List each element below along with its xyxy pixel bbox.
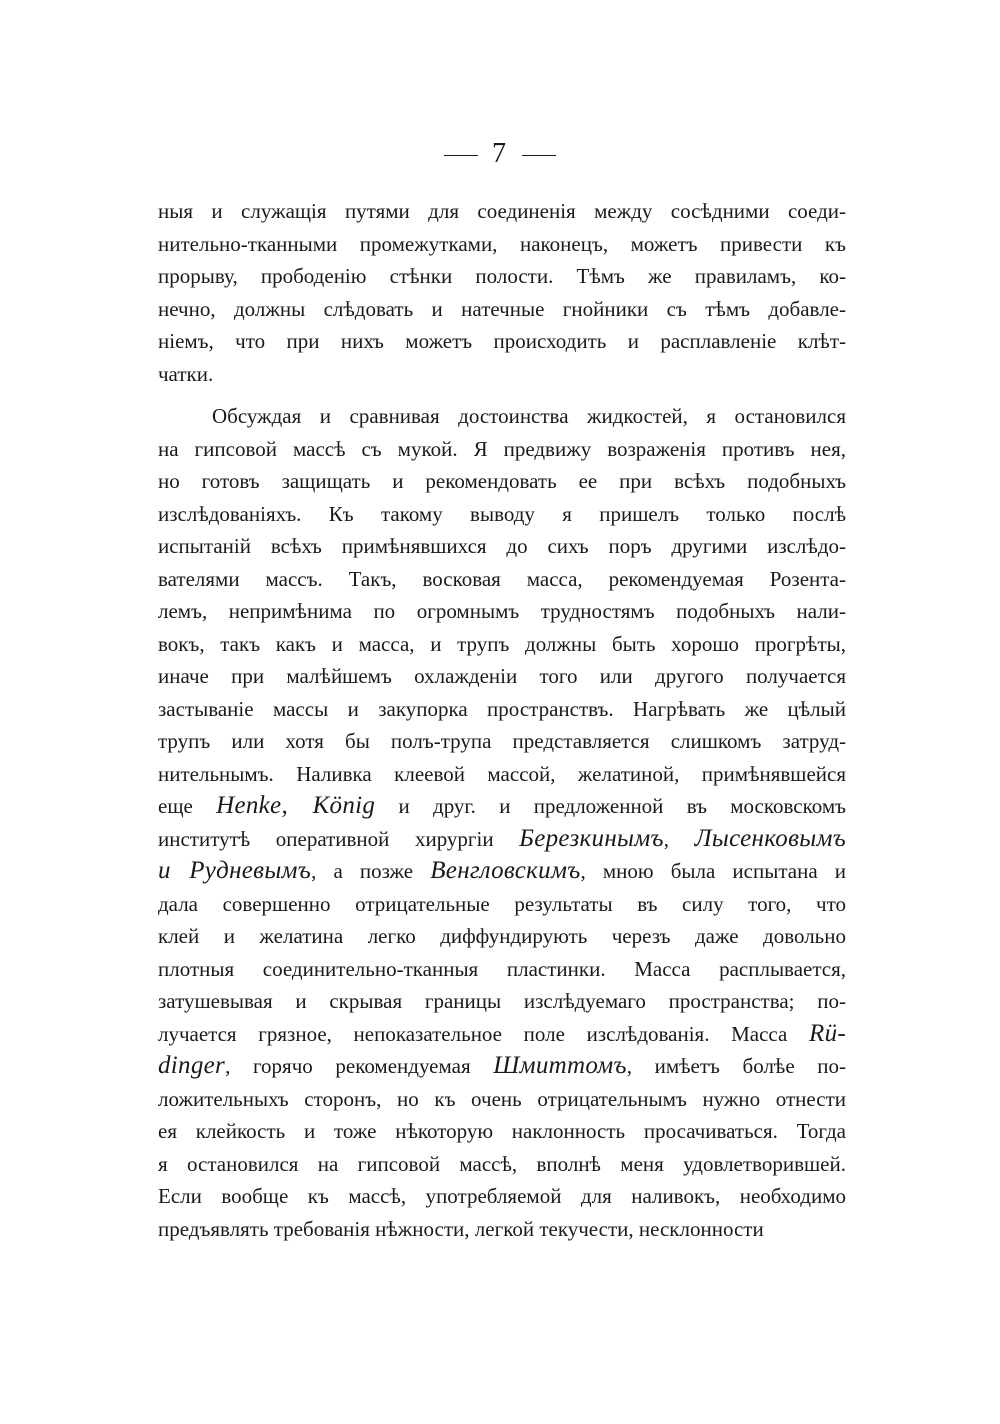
text-line — [158, 260, 846, 293]
text-run: , горячо рекомендуемая — [225, 1054, 494, 1078]
text-line — [158, 358, 846, 391]
italic-name: и Рудневымъ — [158, 857, 312, 884]
text-run: испытаній всѣхъ примѣнявшихся до сихъ поръ другими изслѣдо- — [158, 534, 846, 558]
text-line — [158, 433, 846, 466]
text-run: Если вообще къ массѣ, употребляемой для наливокъ, необходимо — [158, 1184, 846, 1208]
text-run: трупъ или хотя бы полъ-трупа представляется слишкомъ затруд- — [158, 729, 846, 753]
italic-name: Henke, König — [216, 792, 376, 819]
text-run: предъявлять требованія нѣжности, легкой текучести, несклонности — [158, 1216, 764, 1241]
text-line — [158, 595, 846, 628]
text-run: ніемъ, что при нихъ можетъ происходить и расплавленіе клѣт- — [158, 329, 846, 353]
text-line — [158, 325, 846, 358]
text-run: затушевывая и скрывая границы изслѣдуемаго пространства; по- — [158, 989, 846, 1013]
text-line — [158, 855, 846, 888]
text-line — [158, 1115, 846, 1148]
text-run: плотныя соединительно-тканныя пластинки. Масса расплывается, — [158, 956, 846, 981]
italic-name: Лысенковымъ — [694, 824, 846, 852]
text-run: дала совершенно отрицательные результаты въ силу того, что — [158, 891, 846, 916]
text-run: и друг. и предложенной въ московскомъ — [375, 794, 847, 818]
text-line — [158, 293, 846, 326]
text-run: прорыву, прободенію стѣнки полости. Тѣмъ же правиламъ, ко- — [158, 264, 846, 288]
text-line — [158, 628, 846, 661]
text-line — [158, 790, 846, 823]
text-run: еще — [158, 794, 217, 818]
text-run: лучается грязное, непоказательное поле изслѣдованія. Масса — [158, 1021, 809, 1046]
text-line — [158, 920, 846, 953]
text-run: клей и желатина легко диффундирують черезъ даже довольно — [158, 924, 846, 948]
text-line — [158, 1180, 846, 1213]
text-line — [158, 953, 846, 986]
text-run: , мною была испытана и — [580, 859, 846, 883]
text-run: нечно, должны слѣдовать и натечные гнойники съ тѣмъ добавле- — [158, 296, 846, 321]
page-number-value: 7 — [492, 138, 508, 169]
text-line — [158, 195, 846, 228]
text-run: на гипсовой массѣ съ мукой. Я предвижу возраженія противъ нея, — [158, 436, 846, 461]
italic-name: Шмиттомъ — [493, 1052, 627, 1079]
text-line — [158, 498, 846, 531]
text-line — [158, 693, 846, 726]
paragraph-2 — [158, 400, 846, 1245]
text-line — [158, 1018, 846, 1051]
page-number — [0, 138, 1000, 170]
text-run: , имѣетъ болѣе по- — [626, 1054, 846, 1078]
text-line — [158, 1213, 846, 1246]
text-line — [158, 530, 846, 563]
text-line — [158, 400, 846, 433]
text-line — [158, 985, 846, 1018]
text-line — [158, 228, 846, 261]
page-number-dash-right — [522, 155, 556, 156]
text-run: застываніе массы и закупорка пространствъ. Нагрѣвать же цѣлый — [158, 696, 846, 721]
italic-name: dinger — [158, 1052, 226, 1079]
text-line — [158, 888, 846, 921]
text-line — [158, 563, 846, 596]
text-run: Обсуждая и сравнивая достоинства жидкостей, я остановился — [212, 404, 846, 428]
text-run: ныя и служащія путями для соединенія между сосѣдними соеди- — [158, 199, 846, 223]
text-line — [158, 1148, 846, 1181]
text-run: , а позже — [311, 859, 431, 883]
italic-name: Березкинымъ — [519, 824, 664, 852]
italic-name: Венгловскимъ — [430, 857, 581, 884]
text-run: но готовъ защищать и рекомендовать ее при всѣхъ подобныхъ — [158, 469, 846, 493]
page-number-dash-left — [444, 155, 478, 156]
italic-name: Rü- — [809, 1019, 846, 1047]
text-run: чатки. — [158, 361, 214, 386]
text-run: вателями массъ. Такъ, восковая масса, рекомендуемая Розента- — [158, 566, 846, 591]
text-line — [158, 725, 846, 758]
text-line — [158, 758, 846, 791]
text-run: я остановился на гипсовой массѣ, вполнѣ меня удовлетворившей. — [158, 1151, 846, 1176]
text-line — [158, 465, 846, 498]
text-run: , — [663, 826, 695, 851]
text-run: институтѣ оперативной хирургіи — [158, 826, 520, 851]
text-run: нительнымъ. Наливка клеевой массой, желатиной, примѣнявшейся — [158, 761, 846, 786]
text-line — [158, 660, 846, 693]
text-run: изслѣдованіяхъ. Къ такому выводу я пришелъ только послѣ — [158, 501, 846, 526]
text-line — [158, 823, 846, 856]
text-run: вокъ, такъ какъ и масса, и трупъ должны быть хорошо прогрѣты, — [158, 631, 846, 656]
text-run: лемъ, непримѣнима по огромнымъ трудностямъ подобныхъ нали- — [158, 599, 846, 623]
text-line — [158, 1050, 846, 1083]
text-line — [158, 1083, 846, 1116]
text-run: иначе при малѣйшемъ охлажденіи того или другого получается — [158, 664, 846, 688]
text-run: нительно-тканными промежутками, наконецъ, можетъ привести къ — [158, 231, 846, 256]
text-run: ложительныхъ сторонъ, но къ очень отрицательнымъ нужно отнести — [158, 1086, 846, 1111]
paragraph-1 — [158, 195, 846, 390]
text-run: ея клейкость и тоже нѣкоторую наклонность просачиваться. Тогда — [158, 1119, 846, 1143]
